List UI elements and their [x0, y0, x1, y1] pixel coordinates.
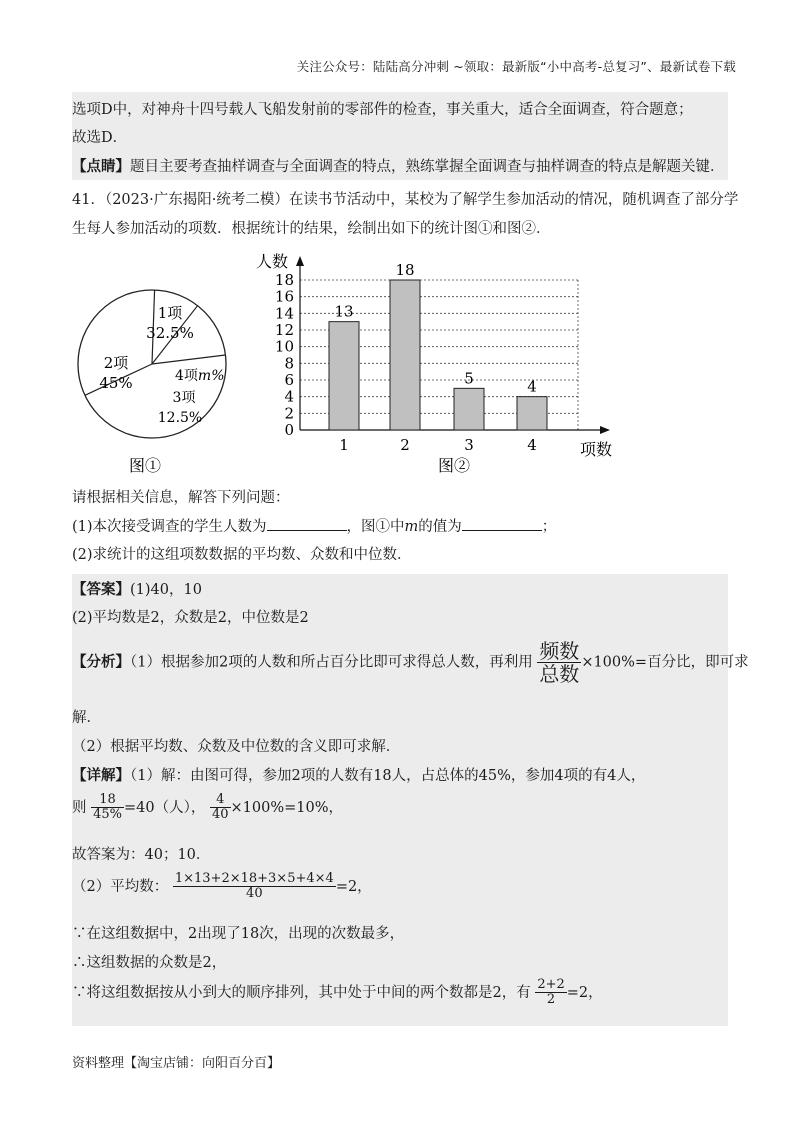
dianjing-tag: 【点睛】	[72, 158, 130, 175]
detail-frac-2-den: 40	[211, 807, 229, 823]
bar-value-label: 4	[527, 377, 537, 396]
pie-pct-1: 32.5%	[146, 324, 194, 342]
detail-ze: 则	[72, 799, 87, 816]
answer-line-2: (2)平均数是2，众数是2，中位数是2	[72, 610, 309, 626]
detail-frac-3-num: 1×13+2×18+3×5+4×4	[174, 871, 334, 886]
pie-caption: 图①	[128, 456, 162, 475]
bar-ylabel: 人数	[256, 252, 289, 271]
pie-label-3: 3项	[172, 390, 196, 406]
answer-tag: 【答案】	[72, 581, 130, 598]
x-tick-label: 3	[464, 436, 474, 454]
y-tick-label: 12	[274, 321, 294, 339]
analysis-line-1	[72, 640, 749, 685]
detail-text-7: ∵将这组数据按从小到大的顺序排列，其中处于中间的两个数都是2，有	[72, 984, 531, 1001]
analysis-fraction	[537, 640, 581, 685]
answer-line-1	[72, 580, 202, 600]
analysis-frac-den: 总数	[539, 662, 580, 686]
x-tick-label: 2	[400, 436, 410, 454]
q1-text-c: 的值为	[418, 519, 462, 535]
y-tick-label: 2	[284, 404, 294, 423]
analysis-line-2: 解．	[72, 710, 101, 726]
pie-chart	[72, 278, 242, 478]
detail-avg-label: （2）平均数：	[72, 878, 169, 895]
q1-text-b: ，图①中	[346, 519, 405, 535]
detail-line-6: ∴这组数据的众数是2，	[72, 955, 227, 971]
analysis-line-3: （2）根据平均数、众数及中位数的含义即可求解．	[72, 739, 401, 755]
bar	[329, 322, 359, 430]
q1-line	[72, 516, 556, 537]
bar	[390, 280, 420, 430]
pie-pct-2: 45%	[99, 374, 133, 392]
detail-line-3: 故答案为：40；10．	[72, 847, 211, 863]
pie-label-1: 1项	[157, 304, 183, 322]
bar-value-label: 13	[334, 302, 354, 321]
detail-frac-2-num: 4	[210, 793, 231, 808]
y-tick-label: 6	[284, 371, 294, 389]
analysis-tag: 【分析】	[72, 653, 130, 671]
detail-frac-4	[535, 978, 566, 1008]
bar-chart	[250, 246, 640, 478]
pie-label-4	[175, 368, 225, 384]
bar-xlabel: 项数	[580, 440, 613, 459]
detail-frac-3	[173, 872, 336, 902]
y-axis-arrow	[296, 256, 304, 266]
pie-pct-3: 12.5%	[157, 410, 203, 426]
q2-line: (2)求统计的这组项数数据的平均数、众数和中位数．	[72, 547, 412, 563]
choose-d-line: 故选D．	[72, 130, 128, 146]
detail-line-1	[72, 766, 645, 786]
detail-eq-2: ×100%=10%，	[230, 799, 344, 816]
analysis-text-a: （1）根据参加2项的人数和所占百分比即可求得总人数，再利用	[130, 654, 533, 671]
x-tick-label: 4	[527, 436, 537, 454]
detail-frac-4-den: 2	[546, 992, 556, 1008]
detail-eq-3: =2，	[335, 878, 372, 895]
dianjing-text: 题目主要考查抽样调查与全面调查的特点，熟练掌握全面调查与抽样调查的特点是解题关键．	[130, 159, 725, 175]
detail-text-1: （1）解：由图可得，参加2项的人数有18人，占总体的45%，参加4项的有4人，	[130, 768, 646, 784]
bar	[517, 397, 547, 430]
detail-frac-2	[210, 793, 231, 823]
y-tick-label: 14	[274, 304, 294, 323]
x-axis-arrow	[600, 426, 610, 434]
option-d-line: 选项D中，对神舟十四号载人飞船发射前的零部件的检查，事关重大，适合全面调查，符合题意；	[72, 102, 693, 118]
bar-yticks	[275, 271, 294, 439]
detail-frac-1-num: 18	[91, 793, 124, 808]
answer-text-1: (1)40，10	[130, 582, 202, 598]
detail-frac-1	[91, 793, 124, 823]
page-footer: 资料整理【淘宝店铺：向阳百分百】	[72, 1056, 281, 1071]
detail-line-5: ∵在这组数据中，2出现了18次，出现的次数最多，	[72, 926, 405, 942]
pie-label-2: 2项	[103, 354, 129, 372]
prompt-line: 请根据相关信息，解答下列问题：	[72, 490, 290, 506]
analysis-frac-num: 频数	[539, 639, 580, 663]
q1-blank-1[interactable]	[267, 516, 347, 531]
bar-value-label: 5	[464, 369, 474, 388]
q1-text-a: (1)本次接受调查的学生人数为	[72, 519, 267, 535]
bar-xticks	[339, 436, 537, 454]
detail-tag: 【详解】	[72, 767, 130, 784]
q1-text-d: ；	[541, 519, 557, 535]
detail-line-2	[72, 793, 343, 823]
detail-line-7	[72, 978, 603, 1008]
y-tick-label: 16	[274, 287, 294, 306]
detail-line-4	[72, 872, 372, 902]
question-line-1: 41．（2023·广东揭阳·统考二模）在读书节活动中，某校为了解学生参加活动的情况，随机调查了部分学	[72, 192, 739, 208]
detail-frac-1-den: 45%	[93, 807, 123, 823]
y-tick-label: 4	[284, 387, 294, 406]
bar-value-label: 18	[395, 261, 415, 279]
y-tick-label: 18	[274, 271, 294, 289]
bar	[454, 388, 484, 430]
bar-bars	[329, 261, 547, 430]
q1-m: m	[404, 519, 419, 535]
analysis-text-b: ×100%=百分比，即可求	[581, 654, 749, 671]
pie-pct-4: m%	[197, 368, 225, 384]
y-tick-label: 10	[274, 337, 294, 356]
question-line-2: 生每人参加活动的项数．根据统计的结果，绘制出如下的统计图①和图②．	[72, 221, 551, 237]
q1-blank-2[interactable]	[462, 516, 542, 531]
pie-label-4-text: 4项	[175, 368, 198, 384]
y-tick-label: 8	[284, 354, 294, 373]
page-header: 关注公众号：陆陆高分冲刺 ~领取：最新版“小中高考-总复习”、最新试卷下载	[296, 59, 736, 74]
detail-frac-3-den: 40	[246, 886, 263, 902]
y-tick-label: 0	[284, 421, 294, 439]
bar-caption: 图②	[437, 456, 471, 475]
detail-eq-1: =40（人），	[124, 799, 206, 816]
detail-eq-4: =2，	[566, 984, 603, 1001]
x-tick-label: 1	[339, 436, 349, 454]
detail-frac-4-num: 2+2	[537, 977, 565, 992]
dianjing-line	[72, 157, 725, 177]
